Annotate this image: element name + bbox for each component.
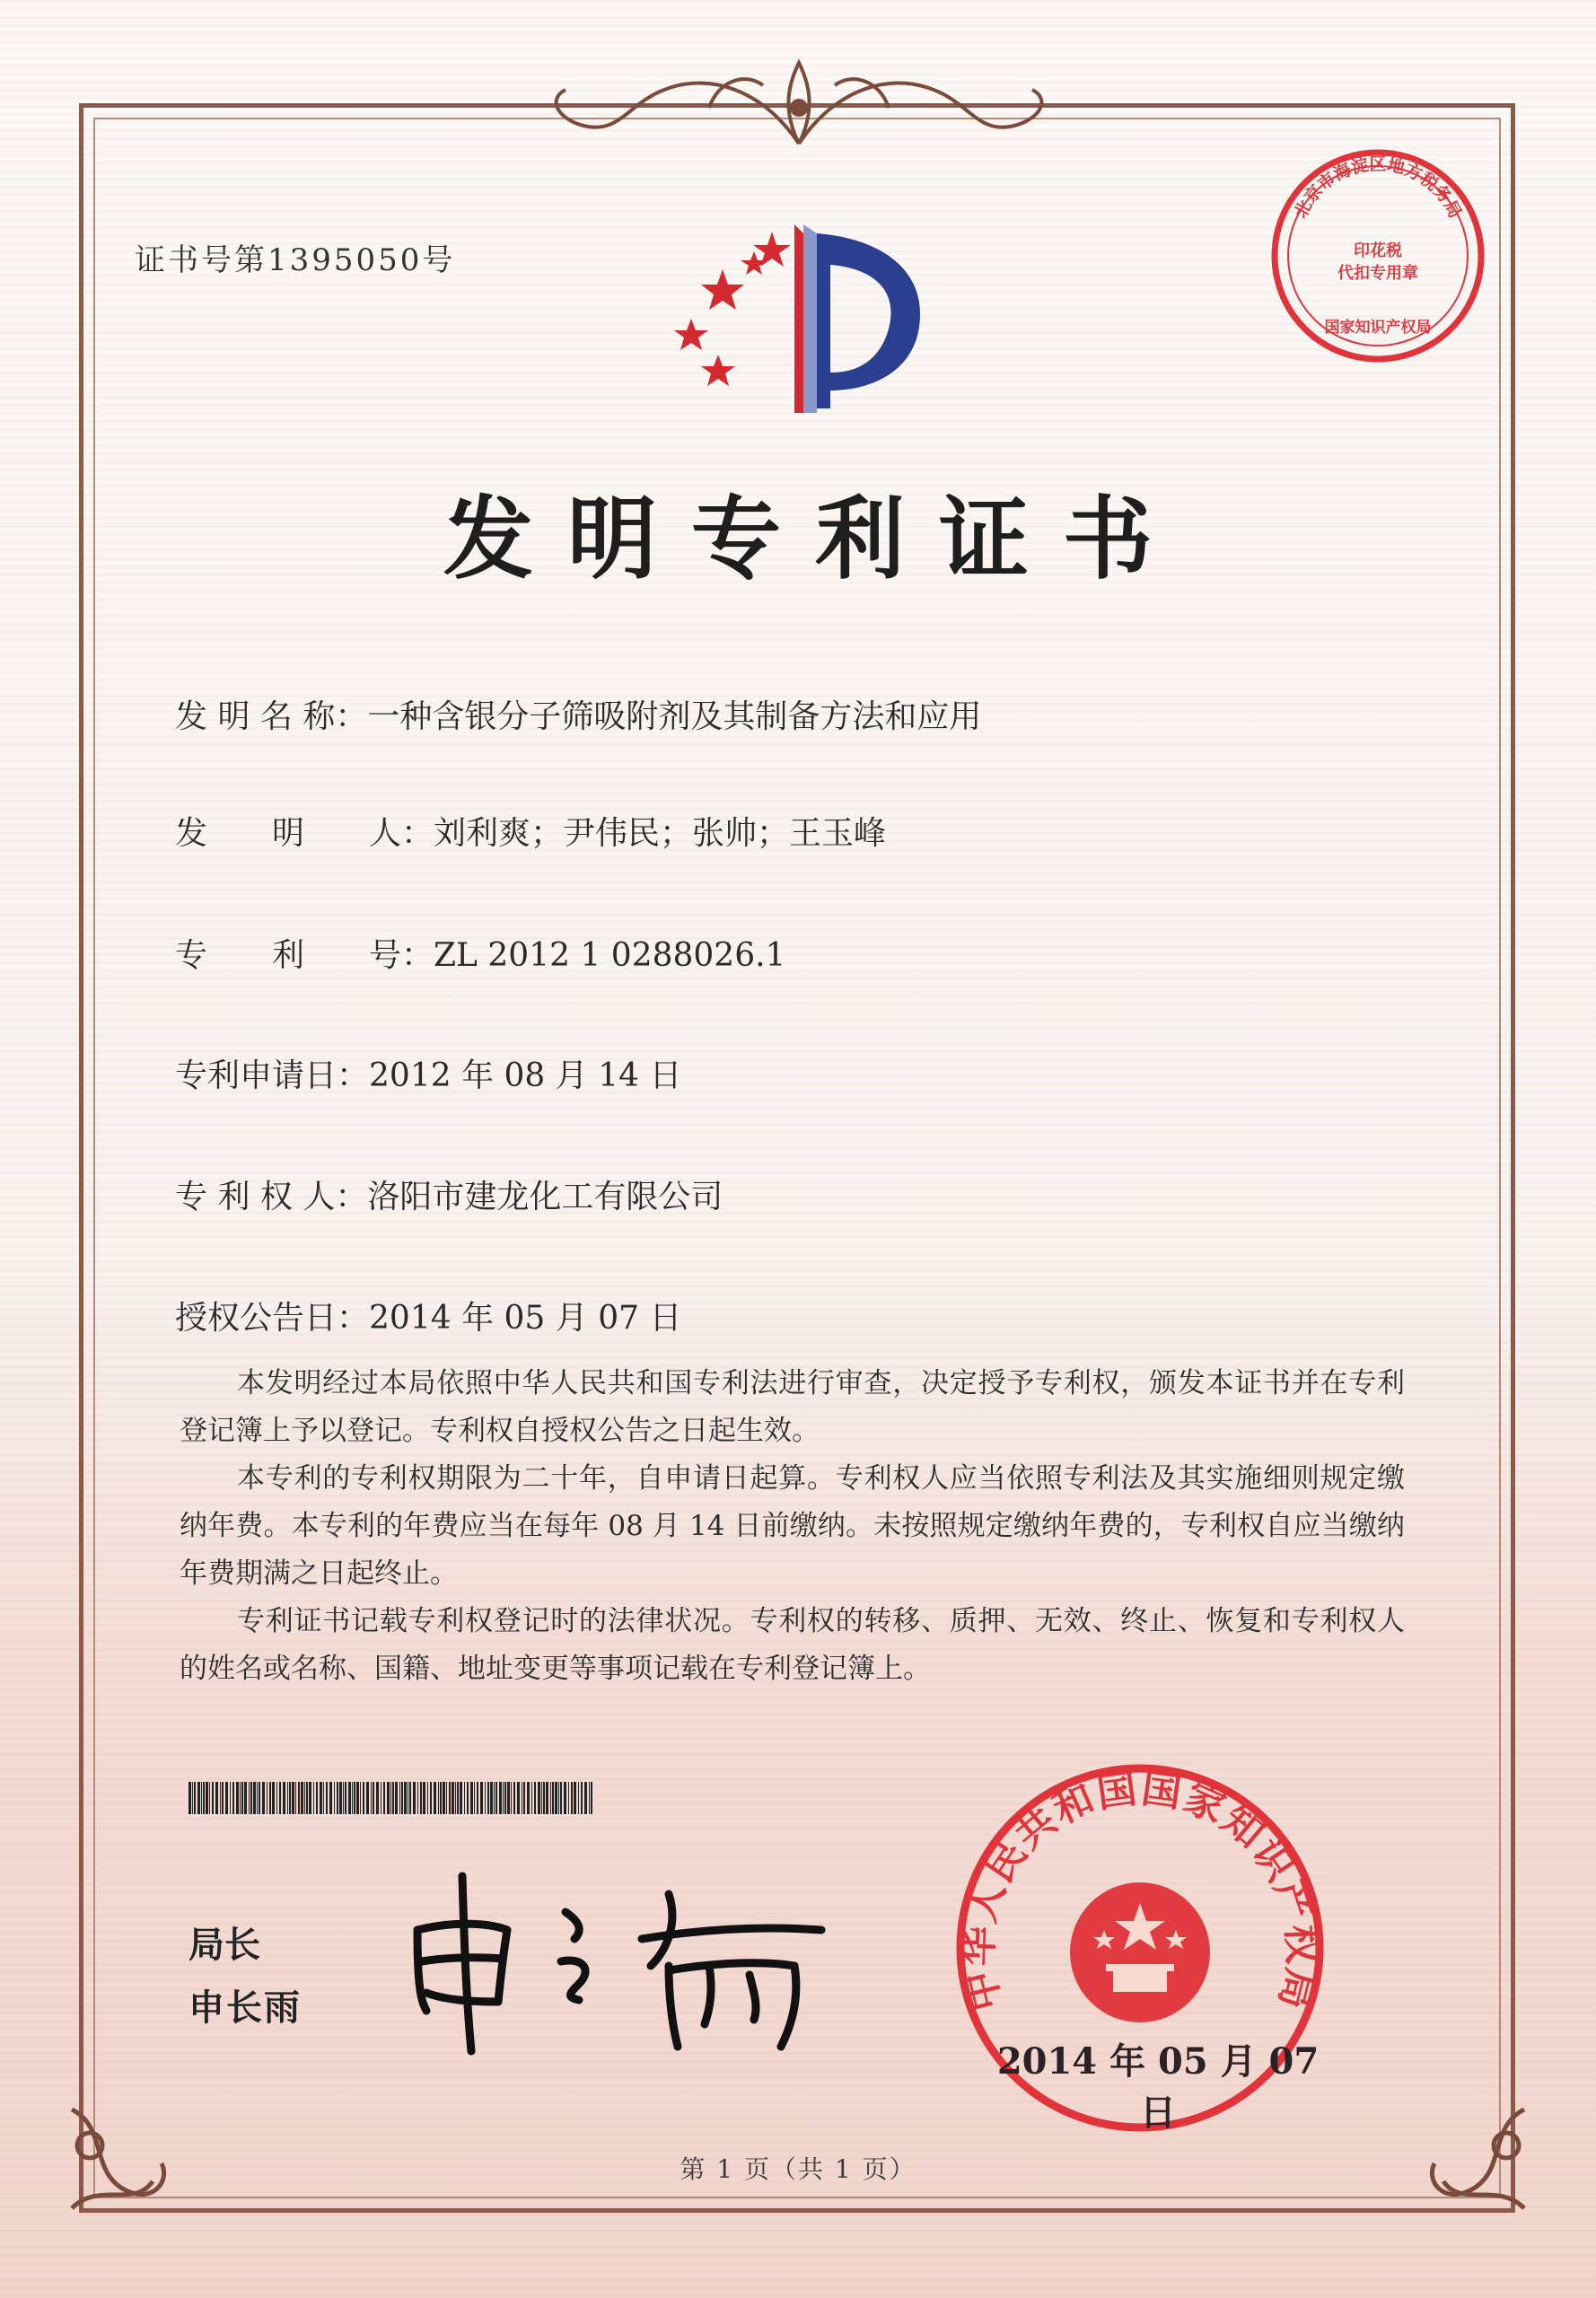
barcode-bar [427,1782,428,1814]
barcode-bar [460,1782,462,1814]
svg-text:代扣专用章: 代扣专用章 [1337,264,1418,283]
barcode-bar [523,1782,525,1814]
barcode-bar [329,1782,332,1814]
field-grant-date [175,1293,681,1338]
svg-text:北京市海淀区地方税务局: 北京市海淀区地方税务局 [1290,154,1466,222]
barcode-bar [197,1782,200,1814]
invention-name-label: 发 明 名 称： [175,698,368,735]
barcode-bar [287,1782,288,1814]
barcode-bar [356,1782,359,1814]
patent-number-value: ZL 2012 1 0288026.1 [434,937,786,974]
barcode-bar [423,1782,425,1814]
barcode-bar [495,1782,497,1814]
barcode-bar [392,1782,394,1814]
barcode-bar [555,1782,557,1814]
barcode-bar [363,1782,364,1814]
barcode-bar [452,1782,454,1814]
barcode-bar [295,1782,296,1814]
barcode-bar [348,1782,351,1814]
barcode-bar [550,1782,551,1814]
barcode-bar [301,1782,303,1814]
barcode-bar [401,1782,403,1814]
field-inventors [175,808,886,854]
barcode [189,1782,597,1814]
barcode-bar [249,1782,250,1814]
barcode-bar [531,1782,532,1814]
barcode-bar [560,1782,562,1814]
application-date-value: 2012 年 08 月 14 日 [369,1057,682,1094]
barcode-bar [470,1782,473,1814]
handwritten-signature [399,1858,848,2065]
barcode-bar [443,1782,445,1814]
barcode-bar [430,1782,432,1814]
barcode-bar [279,1782,281,1814]
grant-date-value: 2014 年 05 月 07 日 [369,1300,682,1337]
barcode-bar [352,1782,353,1814]
barcode-bar [474,1782,475,1814]
barcode-bar [534,1782,536,1814]
barcode-bar [543,1782,545,1814]
barcode-bar [446,1782,447,1814]
barcode-bar [517,1782,520,1814]
barcode-bar [283,1782,285,1814]
barcode-bar [457,1782,459,1814]
barcode-bar [455,1782,456,1814]
barcode-bar [480,1782,483,1814]
field-application-date [175,1050,681,1096]
barcode-bar [298,1782,300,1814]
barcode-bar [366,1782,369,1814]
barcode-bar [438,1782,439,1814]
barcode-bar [568,1782,569,1814]
barcode-bar [413,1782,416,1814]
barcode-bar [326,1782,328,1814]
barcode-bar [194,1782,196,1814]
barcode-bar [276,1782,277,1814]
barcode-bar [589,1782,590,1814]
barcode-bar [339,1782,342,1814]
barcode-bar [464,1782,465,1814]
barcode-bar [225,1782,228,1814]
barcode-bar [236,1782,239,1814]
page-footer: 第 1 页（共 1 页） [680,2154,916,2184]
cnipa-logo-icon [669,215,938,422]
barcode-bar [306,1782,308,1814]
barcode-bar [373,1782,374,1814]
barcode-bar [253,1782,256,1814]
barcode-bar [434,1782,436,1814]
barcode-bar [343,1782,344,1814]
barcode-bar [250,1782,252,1814]
svg-text:印花税: 印花税 [1354,241,1402,260]
barcode-bar [309,1782,311,1814]
barcode-bar [477,1782,478,1814]
barcode-bar [581,1782,583,1814]
barcode-bar [387,1782,390,1814]
barcode-bar [487,1782,489,1814]
barcode-bar [395,1782,398,1814]
barcode-bar [334,1782,335,1814]
national-emblem-icon [1070,1882,1210,2022]
barcode-bar [541,1782,542,1814]
grant-date-label: 授权公告日： [175,1300,370,1337]
barcode-bar [376,1782,379,1814]
barcode-bar [591,1782,592,1814]
barcode-bar [558,1782,559,1814]
field-invention-name [175,691,981,737]
barcode-bar [272,1782,275,1814]
barcode-bar [490,1782,493,1814]
svg-text:国家知识产权局: 国家知识产权局 [1324,319,1432,337]
barcode-bar [269,1782,271,1814]
barcode-bar [538,1782,540,1814]
barcode-bar [504,1782,506,1814]
barcode-bar [337,1782,338,1814]
barcode-bar [417,1782,418,1814]
barcode-bar [192,1782,193,1814]
barcode-bar [574,1782,576,1814]
patentee-value: 洛阳市建龙化工有限公司 [367,1179,723,1215]
barcode-bar [511,1782,512,1814]
inventors-label: 发 明 人： [175,815,434,852]
barcode-bar [383,1782,385,1814]
certificate-title: 发明专利证书 [443,486,1187,592]
barcode-bar [552,1782,554,1814]
barcode-bar [259,1782,260,1814]
barcode-bar [467,1782,469,1814]
barcode-bar [240,1782,241,1814]
barcode-bar [584,1782,587,1814]
invention-name-value: 一种含银分子筛吸附剂及其制备方法和应用 [367,698,982,735]
barcode-bar [564,1782,566,1814]
barcode-bar [212,1782,214,1814]
barcode-bar [409,1782,411,1814]
field-patent-number [175,930,785,976]
barcode-bar [404,1782,407,1814]
application-date-label: 专利申请日： [175,1057,370,1094]
inventors-value: 刘利爽；尹伟民；张帅；王玉峰 [434,815,887,852]
field-patentee [175,1171,723,1217]
barcode-bar [449,1782,451,1814]
barcode-bar [230,1782,231,1814]
barcode-bar [345,1782,346,1814]
barcode-bar [206,1782,208,1814]
barcode-bar [354,1782,355,1814]
barcode-bar [513,1782,515,1814]
barcode-bar [485,1782,486,1814]
barcode-bar [546,1782,548,1814]
barcode-bar [262,1782,265,1814]
svg-text:中华人民共和国国家知识产权局: 中华人民共和国国家知识产权局 [955,1766,1325,2015]
top-ornament [530,54,1068,153]
barcode-bar [360,1782,361,1814]
barcode-bar [220,1782,221,1814]
body-paragraph-2: 本专利的专利权期限为二十年，自申请日起算。专利权人应当依照专利法及其实施细则规定缴纳年费。本专利的年费应当在每年 08 月 14 日前缴纳。未按照规定缴纳年费的，专利权自应当缴纳年费期满之日起终止。 [180,1462,1405,1590]
tax-stamp-seal [1266,144,1490,368]
seal-date: 2014 年 05 月 07 日 [996,2040,1320,2134]
barcode-bar [323,1782,324,1814]
barcode-bar [499,1782,502,1814]
certificate-body [180,1360,1405,1693]
patentee-label: 专 利 权 人： [175,1179,368,1215]
barcode-bar [201,1782,202,1814]
barcode-bar [292,1782,294,1814]
body-paragraph-1: 本发明经过本局依照中华人民共和国专利法进行审查，决定授予专利权，颁发本证书并在专利登记簿上予以登记。专利权自授权公告之日起生效。 [180,1367,1405,1447]
barcode-bar [241,1782,243,1814]
barcode-bar [209,1782,210,1814]
barcode-bar [257,1782,258,1814]
barcode-bar [420,1782,422,1814]
barcode-bar [527,1782,530,1814]
barcode-bar [371,1782,372,1814]
barcode-bar [494,1782,495,1814]
barcode-bar [578,1782,579,1814]
barcode-bar [189,1782,191,1814]
barcode-bar [289,1782,291,1814]
patent-number-label: 专 利 号： [175,937,434,974]
barcode-bar [503,1782,504,1814]
director-title: 局长 [189,1925,260,1966]
barcode-bar [304,1782,305,1814]
body-paragraph-3: 专利证书记载专利权登记时的法律状况。专利权的转移、质押、无效、终止、恢复和专利权人的姓名或名称、国籍、地址变更等事项记载在专利登记簿上。 [180,1605,1405,1685]
barcode-bar [399,1782,400,1814]
barcode-bar [440,1782,442,1814]
barcode-bar [215,1782,218,1814]
director-name: 申长雨 [189,1987,302,2029]
barcode-bar [203,1782,205,1814]
barcode-bar [571,1782,573,1814]
certificate-number: 证书号第1395050号 [135,242,456,278]
barcode-bar [507,1782,510,1814]
barcode-bar [222,1782,224,1814]
barcode-bar [244,1782,247,1814]
barcode-bar [316,1782,318,1814]
barcode-bar [390,1782,391,1814]
barcode-bar [232,1782,234,1814]
barcode-bar [313,1782,314,1814]
barcode-bar [320,1782,322,1814]
